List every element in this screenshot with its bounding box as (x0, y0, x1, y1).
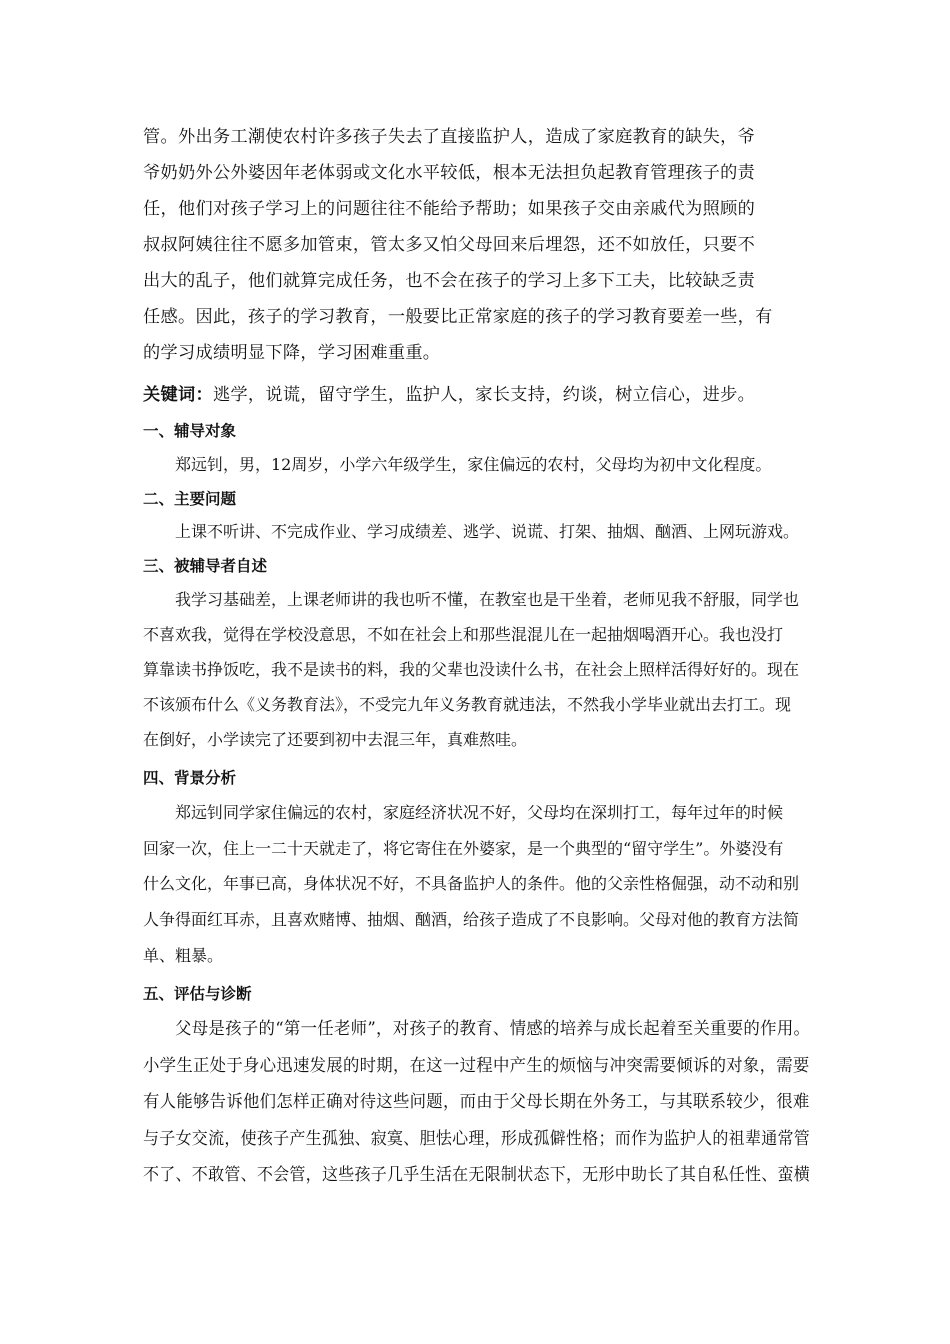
section-text: 小学生正处于身心迅速发展的时期，在这一过程中产生的烦恼与冲突需要倾诉的对象，需要 (143, 1056, 810, 1076)
section-text: 回家一次，住上一二十天就走了，将它寄住在外婆家，是一个典型的“留守学生”。外婆没有 (143, 839, 784, 858)
section-heading: 一、辅导对象 (143, 422, 237, 440)
section-text: 不该颁布什么《义务教育法》，不受完九年义务教育就违法，不然我小学毕业就出去打工。现 (143, 695, 792, 714)
section-text: 郑远钊同学家住偏远的农村，家庭经济状况不好，父母均在深圳打工，每年过年的时候 (175, 803, 784, 822)
intro-line: 的学习成绩明显下降，学习困难重重。 (143, 343, 441, 363)
section-text: 单、粗暴。 (143, 946, 224, 965)
section-text: 不了、不敢管、不会管，这些孩子几乎生活在无限制状态下，无形中助长了其自私任性、蛮横 (143, 1165, 811, 1185)
intro-line: 任，他们对孩子学习上的问题往往不能给予帮助；如果孩子交由亲戚代为照顾的 (143, 199, 756, 219)
section-text: 父母是孩子的“第一任老师”，对孩子的教育、情感的培养与成长起着至关重要的作用。 (175, 1019, 811, 1039)
keywords-text: 逃学，说谎，留守学生，监护人，家长支持，约谈，树立信心，进步。 (212, 385, 756, 405)
section-text: 郑远钊，男，12周岁，小学六年级学生，家住偏远的农村，父母均为初中文化程度。 (175, 455, 772, 474)
section-heading: 五、评估与诊断 (143, 985, 252, 1003)
section-heading: 二、主要问题 (143, 490, 237, 508)
section-heading: 四、背景分析 (143, 769, 237, 787)
keywords-line (143, 384, 755, 406)
intro-line: 任感。因此，孩子的学习教育，一般要比正常家庭的孩子的学习教育要差一些，有 (143, 307, 773, 327)
keywords-label: 关键词： (143, 385, 213, 405)
section-text: 我学习基础差，上课老师讲的我也听不懂，在教室也是干坐着，老师见我不舒服，同学也 (175, 590, 800, 609)
section-text: 在倒好，小学读完了还要到初中去混三年，真难熬哇。 (143, 730, 528, 749)
intro-line: 爷奶奶外公外婆因年老体弱或文化水平较低，根本无法担负起教育管理孩子的责 (143, 163, 756, 183)
section-heading: 三、被辅导者自述 (143, 557, 268, 575)
intro-line: 叔叔阿姨往往不愿多加管束，管太多又怕父母回来后埋怨，还不如放任，只要不 (143, 235, 756, 255)
section-text: 算靠读书挣饭吃，我不是读书的料，我的父辈也没读什么书，在社会上照样活得好好的。现在 (143, 660, 800, 679)
section-text: 不喜欢我，觉得在学校没意思，不如在社会上和那些混混儿在一起抽烟喝酒开心。我也没打 (143, 625, 784, 644)
intro-line: 出大的乱子，他们就算完成任务，也不会在孩子的学习上多下工夫，比较缺乏责 (143, 271, 756, 291)
section-text: 什么文化，年事已高，身体状况不好，不具备监护人的条件。他的父亲性格倔强，动不动和别 (143, 874, 800, 893)
intro-line: 管。外出务工潮使农村许多孩子失去了直接监护人，造成了家庭教育的缺失，爷 (143, 127, 756, 147)
section-text: 人争得面红耳赤，且喜欢赌博、抽烟、酗酒，给孩子造成了不良影响。父母对他的教育方法简 (143, 910, 800, 929)
section-text: 有人能够告诉他们怎样正确对待这些问题，而由于父母长期在外务工，与其联系较少，很难 (143, 1092, 810, 1112)
section-text: 与子女交流，使孩子产生孤独、寂寞、胆怯心理，形成孤僻性格；而作为监护人的祖辈通常管 (143, 1129, 811, 1149)
section-text: 上课不听讲、不完成作业、学习成绩差、逃学、说谎、打架、抽烟、酗酒、上网玩游戏。 (175, 522, 800, 541)
